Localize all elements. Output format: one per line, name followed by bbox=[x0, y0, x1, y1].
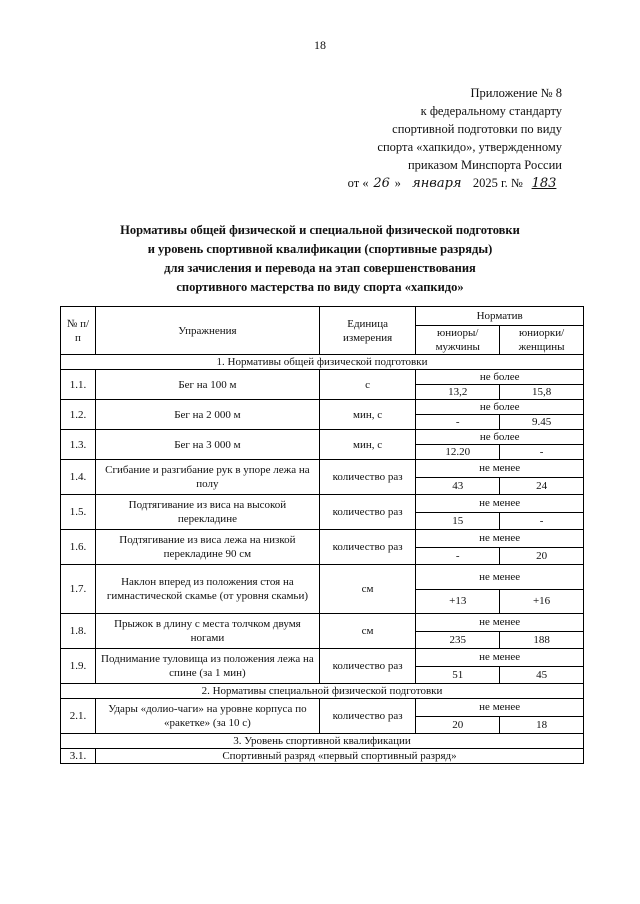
handwritten-order-number: 183 bbox=[531, 176, 557, 191]
row-number: 1.1. bbox=[61, 370, 96, 400]
row-condition: не более bbox=[416, 430, 584, 445]
norms-table bbox=[60, 306, 584, 764]
value-women: - bbox=[500, 445, 584, 460]
value-women: 188 bbox=[500, 631, 584, 649]
rank-text: Спортивный разряд «первый спортивный разряд» bbox=[96, 749, 584, 764]
row-unit: количество раз bbox=[319, 460, 416, 495]
row-condition: не менее bbox=[416, 565, 584, 590]
value-women: 20 bbox=[500, 547, 584, 565]
row-unit: см bbox=[319, 614, 416, 649]
appendix-date-line bbox=[300, 174, 562, 193]
value-men: 20 bbox=[416, 716, 500, 734]
value-men: 51 bbox=[416, 666, 500, 684]
value-men: - bbox=[416, 415, 500, 430]
appendix-block bbox=[300, 84, 562, 193]
row-number: 1.8. bbox=[61, 614, 96, 649]
table-row bbox=[61, 370, 584, 385]
row-exercise: Прыжок в длину с места толчком двумя ногами bbox=[96, 614, 320, 649]
page-number: 18 bbox=[314, 38, 326, 52]
section-title: 2. Нормативы специальной физической подготовки bbox=[61, 684, 584, 699]
row-number: 1.3. bbox=[61, 430, 96, 460]
value-men: 15 bbox=[416, 512, 500, 530]
appendix-line: Приложение № 8 bbox=[470, 86, 562, 100]
value-women: 24 bbox=[500, 477, 584, 495]
table-row bbox=[61, 530, 584, 548]
header-exercise: Упражнения bbox=[96, 307, 320, 355]
row-unit: с bbox=[319, 370, 416, 400]
rank-number: 3.1. bbox=[61, 749, 96, 764]
table-row bbox=[61, 614, 584, 632]
table-row bbox=[61, 649, 584, 667]
header-unit: Единица измерения bbox=[319, 307, 416, 355]
table-row bbox=[61, 460, 584, 478]
row-condition: не менее bbox=[416, 614, 584, 632]
row-condition: не менее bbox=[416, 530, 584, 548]
date-prefix: от « bbox=[347, 176, 369, 190]
row-exercise: Подтягивание из виса на высокой перекладине bbox=[96, 495, 320, 530]
row-unit: мин, с bbox=[319, 400, 416, 430]
row-number: 1.7. bbox=[61, 565, 96, 614]
section-row bbox=[61, 734, 584, 749]
row-condition: не менее bbox=[416, 495, 584, 513]
value-men: 235 bbox=[416, 631, 500, 649]
row-condition: не менее bbox=[416, 649, 584, 667]
date-year: 2025 г. № bbox=[472, 176, 523, 190]
value-women: 15,8 bbox=[500, 385, 584, 400]
row-number: 1.9. bbox=[61, 649, 96, 684]
value-women: - bbox=[500, 512, 584, 530]
title-line: для зачисления и перевода на этап совершенствования bbox=[164, 261, 476, 275]
table-row bbox=[61, 565, 584, 590]
value-men: +13 bbox=[416, 589, 500, 614]
title-line: и уровень спортивной квалификации (спортивные разряды) bbox=[147, 242, 493, 256]
row-unit: количество раз bbox=[319, 649, 416, 684]
section-row bbox=[61, 355, 584, 370]
row-condition: не менее bbox=[416, 699, 584, 717]
row-exercise: Поднимание туловища из положения лежа на спине (за 1 мин) bbox=[96, 649, 320, 684]
value-women: +16 bbox=[500, 589, 584, 614]
row-unit: количество раз bbox=[319, 699, 416, 734]
appendix-line: спортивной подготовки по виду bbox=[392, 122, 562, 136]
section-row bbox=[61, 684, 584, 699]
table-row bbox=[61, 400, 584, 415]
value-men: 43 bbox=[416, 477, 500, 495]
row-unit: см bbox=[319, 565, 416, 614]
row-number: 2.1. bbox=[61, 699, 96, 734]
row-number: 1.5. bbox=[61, 495, 96, 530]
row-exercise: Подтягивание из виса лежа на низкой перекладине 90 см bbox=[96, 530, 320, 565]
row-unit: количество раз bbox=[319, 495, 416, 530]
table-row bbox=[61, 495, 584, 513]
header-women: юниорки/ женщины bbox=[500, 326, 584, 355]
title-line: Нормативы общей физической и специальной физической подготовки bbox=[120, 223, 520, 237]
value-men: 12.20 bbox=[416, 445, 500, 460]
row-number: 1.6. bbox=[61, 530, 96, 565]
header-men: юниоры/ мужчины bbox=[416, 326, 500, 355]
row-exercise: Бег на 100 м bbox=[96, 370, 320, 400]
row-condition: не более bbox=[416, 370, 584, 385]
row-number: 1.2. bbox=[61, 400, 96, 430]
appendix-line: спорта «хапкидо», утвержденному bbox=[377, 140, 562, 154]
row-exercise: Бег на 2 000 м bbox=[96, 400, 320, 430]
row-unit: мин, с bbox=[319, 430, 416, 460]
value-men: - bbox=[416, 547, 500, 565]
row-exercise: Удары «долио-чаги» на уровне корпуса по «ракетке» (за 10 с) bbox=[96, 699, 320, 734]
value-women: 18 bbox=[500, 716, 584, 734]
handwritten-month: января bbox=[412, 176, 462, 191]
document-title bbox=[60, 221, 580, 297]
appendix-line: приказом Минспорта России bbox=[407, 158, 562, 172]
row-unit: количество раз bbox=[319, 530, 416, 565]
title-line: спортивного мастерства по виду спорта «хапкидо» bbox=[176, 280, 464, 294]
date-mid: » bbox=[394, 176, 401, 190]
value-men: 13,2 bbox=[416, 385, 500, 400]
header-num: № п/п bbox=[61, 307, 96, 355]
table-row bbox=[61, 699, 584, 717]
section-title: 3. Уровень спортивной квалификации bbox=[61, 734, 584, 749]
section-title: 1. Нормативы общей физической подготовки bbox=[61, 355, 584, 370]
row-exercise: Бег на 3 000 м bbox=[96, 430, 320, 460]
table-row bbox=[61, 430, 584, 445]
rank-row bbox=[61, 749, 584, 764]
appendix-line: к федеральному стандарту bbox=[420, 104, 562, 118]
value-women: 45 bbox=[500, 666, 584, 684]
row-exercise: Наклон вперед из положения стоя на гимнастической скамье (от уровня скамьи) bbox=[96, 565, 320, 614]
row-condition: не менее bbox=[416, 460, 584, 478]
value-women: 9.45 bbox=[500, 415, 584, 430]
handwritten-day: 26 bbox=[373, 176, 390, 191]
row-exercise: Сгибание и разгибание рук в упоре лежа на полу bbox=[96, 460, 320, 495]
row-number: 1.4. bbox=[61, 460, 96, 495]
header-row bbox=[61, 307, 584, 326]
row-condition: не более bbox=[416, 400, 584, 415]
header-norm: Норматив bbox=[416, 307, 584, 326]
